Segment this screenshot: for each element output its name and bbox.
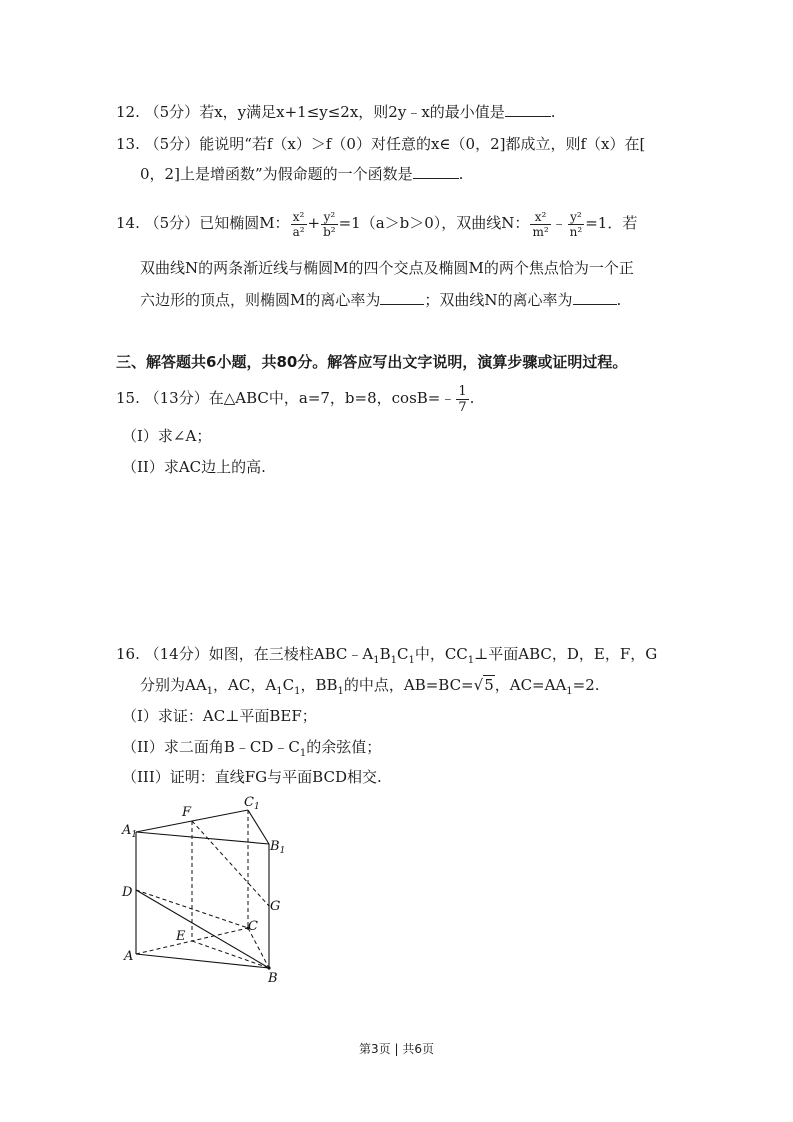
q14-text-b: 双曲线N的两条渐近线与椭圆M的四个交点及椭圆M的两个焦点恰为一个正 <box>140 259 634 277</box>
q16-text-b4: ，BB <box>300 676 338 694</box>
q14-text-c1: 六边形的顶点，则椭圆M的离心率为 <box>140 291 381 309</box>
question-14-line3 <box>140 290 621 310</box>
footer-page: 第3页 <box>359 1042 391 1056</box>
q15-part-1: （I）求∠A； <box>122 427 212 445</box>
label-e: E <box>176 929 186 944</box>
q15-text: 在△ABC中，a=7，b=8，cosB=﹣ <box>208 389 456 407</box>
ellipse-frac-y: $\frac{\text{y²}}{\text{b²}}$ <box>323 209 336 239</box>
question-16-line2 <box>140 675 600 702</box>
q14-answer-blank-1 <box>380 290 424 305</box>
page-footer <box>0 1040 793 1057</box>
q16-number: 16. <box>116 645 140 663</box>
q16-text-b7: =2. <box>572 676 600 694</box>
q13-number: 13. <box>116 135 140 153</box>
q14-number: 14. <box>116 214 140 232</box>
q13-answer-blank <box>413 164 459 179</box>
q12-period: . <box>550 103 556 121</box>
q12-points: （5分） <box>144 103 200 121</box>
q16-sub: 1 <box>373 655 380 666</box>
question-13-cont <box>140 164 463 184</box>
q16-sub: 1 <box>467 655 475 666</box>
cosb-fraction: $\frac{1}{7}$ <box>458 383 467 415</box>
point-b <box>267 966 270 969</box>
q13-text-b: 0，2]上是增函数”为假命题的一个函数是 <box>140 165 413 183</box>
sqrt-five: √5 <box>473 676 494 694</box>
q16-part-3: （III）证明：直线FG与平面BCD相交. <box>122 768 382 786</box>
q15-part-2: （II）求AC边上的高. <box>122 458 266 476</box>
q14-points: （5分） <box>144 214 200 232</box>
q16-part-1: （I）求证：AC⊥平面BEF； <box>122 707 317 725</box>
q16-text-b3: C <box>282 676 295 694</box>
hyperbola-frac-x: $\frac{\text{x²}}{\text{m²}}$ <box>532 209 549 239</box>
footer-total: 共6页 <box>402 1042 434 1056</box>
edge-c1-b1 <box>248 810 269 844</box>
q14-pre: 已知椭圆M： <box>199 214 290 232</box>
q16-sub: 1 <box>276 686 283 697</box>
q14-answer-blank-2 <box>573 290 617 305</box>
hyperbola-minus: ﹣ <box>551 214 567 232</box>
q16-sub: 1 <box>566 686 573 697</box>
q16-part-2: （II）求二面角$B﹣CD﹣C_1$的余弦值； <box>122 738 382 759</box>
q16-sub: 1 <box>294 686 301 697</box>
q13-text-a: 能说明“若f（x）＞f（0）对任意的x∈（0，2]都成立，则f（x）在[ <box>199 135 646 153</box>
question-13 <box>116 134 645 154</box>
prism-figure <box>118 790 298 985</box>
label-c: C <box>248 919 258 934</box>
q16-sub: 1 <box>337 686 344 697</box>
label-a: A <box>124 949 134 964</box>
question-15 <box>116 378 474 418</box>
question-14 <box>116 203 637 243</box>
q12-answer-blank <box>505 102 551 117</box>
q12-number: 12. <box>116 103 140 121</box>
label-f: F <box>182 805 192 820</box>
q16-sub: 1 <box>390 655 397 666</box>
q16-text-b1: 分别为AA <box>140 676 207 694</box>
hyperbola-frac-y: $\frac{\text{y²}}{\text{n²}}$ <box>569 209 583 239</box>
q16-text-a2: B <box>379 645 391 663</box>
q14-period: . <box>616 291 622 309</box>
question-14-line2 <box>140 258 634 278</box>
q12-text: 若x，y满足x+1≤y≤2x，则2y﹣x的最小值是 <box>199 103 505 121</box>
ellipse-plus: + <box>307 214 321 232</box>
q14-tail: =1．若 <box>585 214 638 232</box>
label-c1: $C_1$ <box>244 795 260 812</box>
q16-sub: 1 <box>206 686 214 697</box>
segment-f-g-hidden <box>192 821 269 906</box>
q15-number: 15. <box>116 389 140 407</box>
section-3-heading: 三、解答题共6小题，共80分。解答应写出文字说明，演算步骤或证明过程。 <box>116 353 628 371</box>
label-b: B <box>268 971 278 985</box>
q16-text-b6: ，AC=AA <box>494 676 567 694</box>
q16-text-a3: C <box>396 645 409 663</box>
q15-period: . <box>469 389 475 407</box>
footer-separator: | <box>394 1042 399 1056</box>
q13-period: . <box>458 165 464 183</box>
q16-text-b2: ，AC，A <box>213 676 277 694</box>
q16-sub: 1 <box>408 655 415 666</box>
q16-points: （14分） <box>144 645 209 663</box>
q13-points: （5分） <box>144 135 200 153</box>
q14-text-c2: ；双曲线N的离心率为 <box>424 291 573 309</box>
label-b1: $B_1$ <box>270 839 286 856</box>
ellipse-frac-x: $\frac{\text{x²}}{\text{a²}}$ <box>292 209 305 239</box>
q16-text-b5: 的中点，AB=BC= <box>343 676 474 694</box>
edge-a1-b1 <box>136 832 269 844</box>
q15-points: （13分） <box>144 389 209 407</box>
label-g: G <box>270 899 281 914</box>
question-16 <box>116 644 657 671</box>
label-d: D <box>122 885 133 900</box>
q16-text-a1: 如图，在三棱柱ABC﹣A <box>208 645 374 663</box>
q16-text-a4: 中，CC <box>414 645 468 663</box>
question-12 <box>116 102 556 122</box>
q14-mid: =1（a＞b＞0），双曲线N： <box>338 214 530 232</box>
q16-text-a5: ⊥平面ABC，D，E，F，G <box>474 645 658 663</box>
label-a1: $A_1$ <box>122 823 138 840</box>
